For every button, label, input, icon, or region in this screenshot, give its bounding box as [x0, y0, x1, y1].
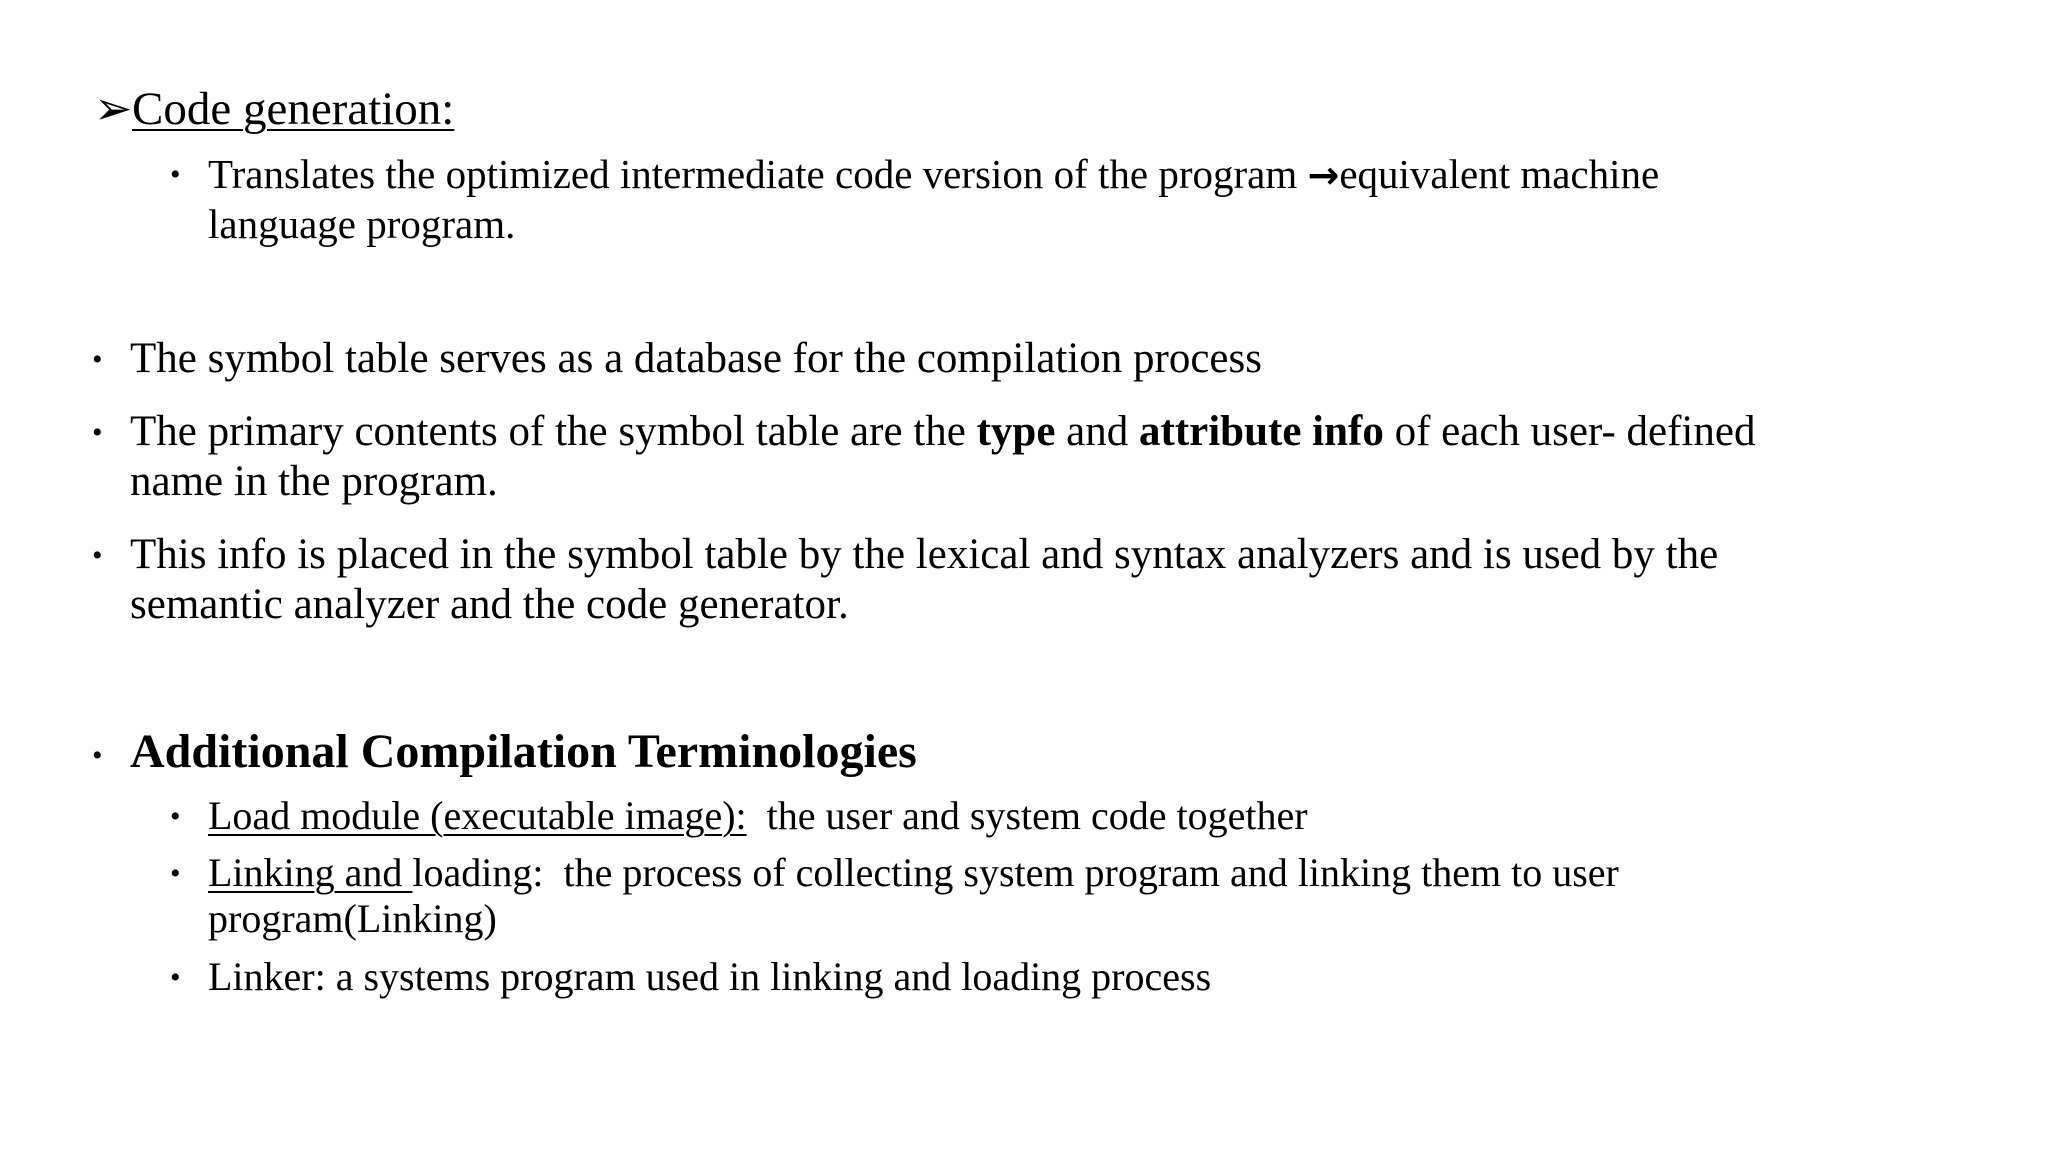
bullet-icon: •: [170, 800, 181, 833]
linking-term: Linking and: [208, 850, 413, 895]
codegen-line-2: language program.: [208, 201, 516, 247]
symbol-item-1: The symbol table serves as a database for the compilation process: [130, 335, 1262, 382]
bullet-icon: •: [92, 739, 103, 772]
bullet-icon: •: [170, 857, 181, 890]
load-module-term: Load module (executable image):: [208, 793, 747, 838]
bullet-icon: •: [170, 961, 181, 994]
bullet-icon: •: [92, 343, 103, 376]
load-module-desc: the user and system code together: [746, 793, 1308, 838]
codegen-text-b: equivalent machine: [1339, 151, 1660, 197]
term-linking-line-2: program(Linking): [208, 896, 497, 941]
term-linking-loading: [208, 850, 1619, 896]
section-heading: Code generation:: [132, 83, 455, 135]
right-arrow-icon: →: [1307, 153, 1340, 197]
bullet-icon: •: [170, 158, 181, 191]
bullet-icon: •: [92, 416, 103, 449]
terminology-title: Additional Compilation Terminologies: [130, 725, 917, 778]
arrow-bullet-icon: ➢: [94, 83, 133, 134]
codegen-line-1: [208, 149, 1659, 200]
symbol-item-2-text-b: of each user- defined: [1383, 408, 1756, 455]
symbol-item-2: [130, 407, 1755, 457]
term-load-module: [208, 793, 1308, 839]
bold-term-type: type: [976, 408, 1056, 455]
symbol-item-3-line-2: semantic analyzer and the code generator.: [130, 581, 849, 628]
bold-term-attribute-info: attribute info: [1139, 408, 1384, 455]
codegen-text-a: Translates the optimized intermediate code version of the program: [208, 151, 1308, 197]
linking-desc: loading: the process of collecting system program and linking them to user: [412, 850, 1619, 895]
symbol-item-2-line-2: name in the program.: [130, 458, 498, 505]
term-linker: Linker: a systems program used in linking and loading process: [208, 954, 1212, 999]
symbol-item-2-text-a: The primary contents of the symbol table are the: [130, 408, 977, 455]
symbol-item-2-text-mid: and: [1055, 408, 1140, 455]
bullet-icon: •: [92, 539, 103, 572]
symbol-item-3: This info is placed in the symbol table by the lexical and syntax analyzers and is used by the: [130, 531, 1719, 578]
